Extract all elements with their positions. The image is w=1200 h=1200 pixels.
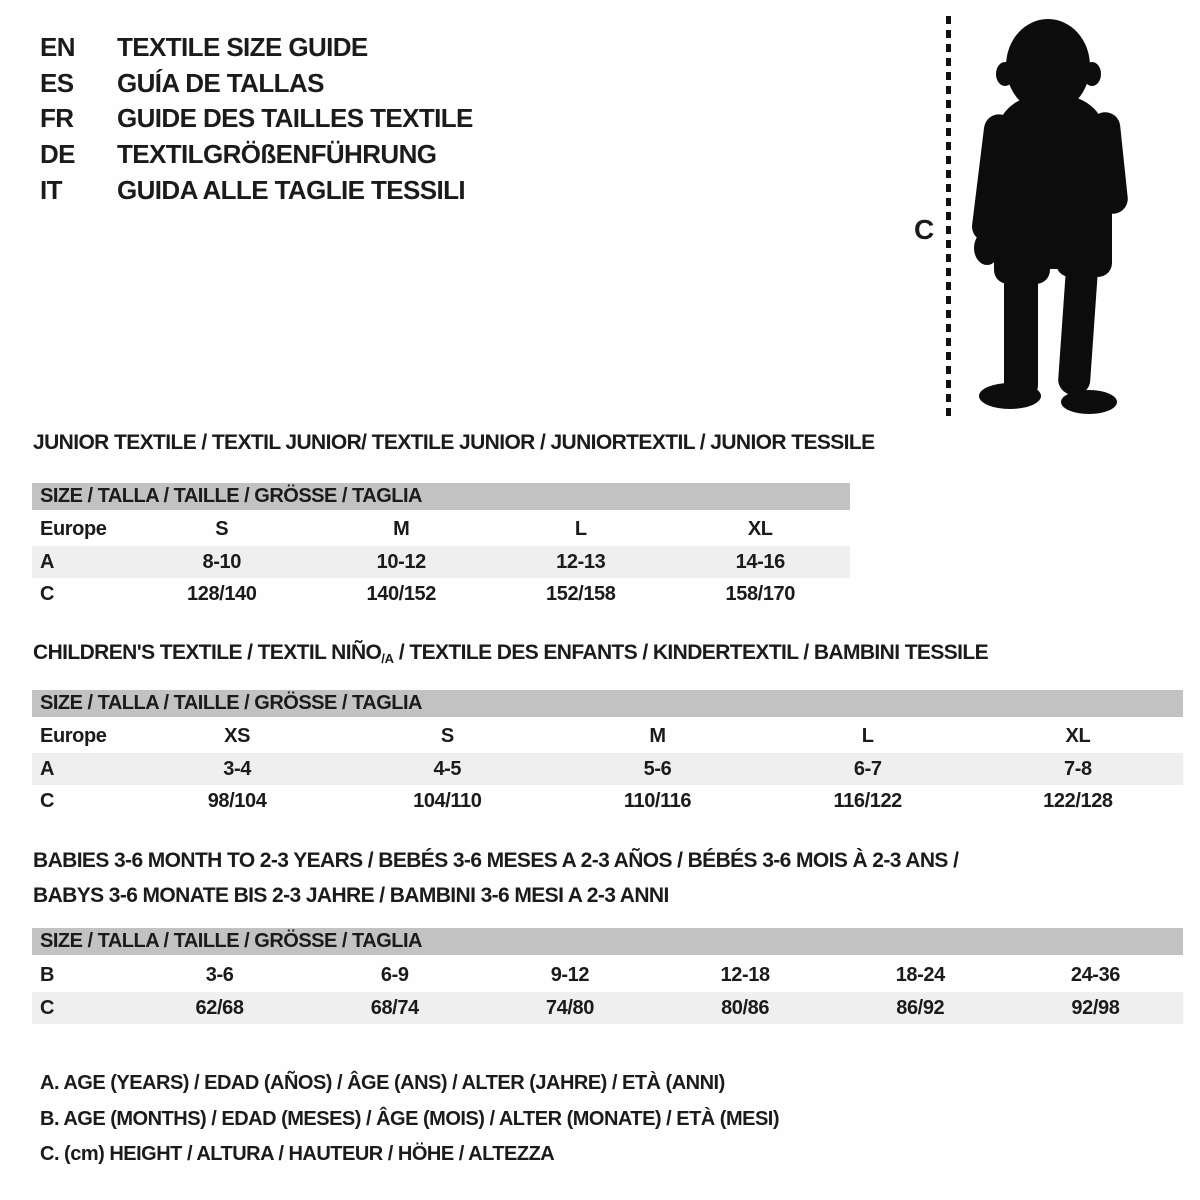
babies-size-table xyxy=(32,958,1183,1024)
junior-size-table xyxy=(32,512,850,610)
babies-title-line1: BABIES 3-6 MONTH TO 2-3 YEARS / BEBÉS 3-6 MESES A 2-3 AÑOS / BÉBÉS 3-6 MOIS À 2-3 ANS / xyxy=(33,849,959,872)
table-cell: XL xyxy=(747,517,773,540)
babies-title-line2: BABYS 3-6 MONATE BIS 2-3 JAHRE / BAMBINI 3-6 MESI A 2-3 ANNI xyxy=(33,884,669,907)
row-label: C xyxy=(40,582,55,605)
row-label: Europe xyxy=(40,517,107,540)
children-title-pre: CHILDREN'S TEXTILE / TEXTIL NIÑO xyxy=(33,641,382,664)
table-cell: 4-5 xyxy=(433,757,462,780)
list-item xyxy=(40,30,473,66)
table-cell: 98/104 xyxy=(207,789,267,812)
guide-title: GUÍA DE TALLAS xyxy=(117,67,324,98)
row-label: Europe xyxy=(40,724,107,747)
table-cell: 128/140 xyxy=(187,582,257,605)
measurement-legend xyxy=(40,1066,779,1173)
table-cell: 5-6 xyxy=(643,757,672,780)
table-cell: 68/74 xyxy=(370,996,419,1019)
language-code: IT xyxy=(40,174,62,205)
table-row xyxy=(32,719,1183,753)
babies-size-header-band: SIZE / TALLA / TAILLE / GRÖSSE / TAGLIA xyxy=(32,928,1183,955)
table-cell: M xyxy=(393,517,410,540)
table-cell: 3-4 xyxy=(223,757,251,780)
table-row xyxy=(32,785,1183,817)
table-cell: 92/98 xyxy=(1071,996,1120,1019)
language-code: FR xyxy=(40,103,74,134)
height-measure-label: C xyxy=(914,214,935,245)
list-item xyxy=(40,137,473,173)
guide-title: GUIDA ALLE TAGLIE TESSILI xyxy=(117,174,466,205)
guide-title: TEXTILE SIZE GUIDE xyxy=(117,32,368,63)
children-size-table xyxy=(32,719,1183,817)
table-row xyxy=(32,578,850,610)
toddler-silhouette xyxy=(956,14,1146,419)
table-row xyxy=(32,753,1183,785)
row-label: A xyxy=(40,550,55,573)
table-row xyxy=(32,992,1183,1024)
table-cell: XL xyxy=(1065,724,1091,747)
table-cell: 158/170 xyxy=(725,582,795,605)
language-code: ES xyxy=(40,67,74,98)
table-cell: 7-8 xyxy=(1064,757,1092,780)
table-cell: 86/92 xyxy=(896,996,945,1019)
row-label: A xyxy=(40,757,55,780)
table-cell: 10-12 xyxy=(376,550,426,573)
table-cell: 62/68 xyxy=(195,996,244,1019)
junior-size-header-band: SIZE / TALLA / TAILLE / GRÖSSE / TAGLIA xyxy=(32,483,850,510)
children-table-title xyxy=(33,641,988,666)
children-size-header-band: SIZE / TALLA / TAILLE / GRÖSSE / TAGLIA xyxy=(32,690,1183,717)
table-cell: 6-7 xyxy=(853,757,882,780)
row-label: B xyxy=(40,963,55,986)
legend-age-years: A. AGE (YEARS) / EDAD (AÑOS) / ÂGE (ANS) / ALTER (JAHRE) / ETÀ (ANNI) xyxy=(40,1072,725,1095)
table-cell: L xyxy=(861,724,874,747)
guide-title: TEXTILGRÖßENFÜHRUNG xyxy=(117,139,437,170)
table-cell: 110/116 xyxy=(623,789,692,812)
table-cell: L xyxy=(574,517,587,540)
table-cell: 18-24 xyxy=(895,963,945,986)
table-cell: 24-36 xyxy=(1070,963,1121,986)
table-cell: 152/158 xyxy=(546,582,616,605)
table-cell: 14-16 xyxy=(735,550,785,573)
language-code: DE xyxy=(40,139,75,170)
table-row xyxy=(32,958,1183,992)
table-cell: 122/128 xyxy=(1043,789,1113,812)
language-code: EN xyxy=(40,32,75,63)
language-title-list xyxy=(40,30,473,208)
row-label: C xyxy=(40,996,55,1019)
list-item xyxy=(40,172,473,208)
babies-table-title xyxy=(33,843,958,913)
children-title-subscript: /A xyxy=(381,651,394,666)
table-cell: M xyxy=(649,724,666,747)
legend-height-cm: C. (cm) HEIGHT / ALTURA / HAUTEUR / HÖHE / ALTEZZA xyxy=(40,1143,555,1166)
legend-age-months: B. AGE (MONTHS) / EDAD (MESES) / ÂGE (MOIS) / ALTER (MONATE) / ETÀ (MESI) xyxy=(40,1107,780,1130)
table-cell: 116/122 xyxy=(833,789,902,812)
list-item xyxy=(40,66,473,102)
table-cell: S xyxy=(215,517,229,540)
table-cell: 80/86 xyxy=(721,996,770,1019)
table-cell: 74/80 xyxy=(545,996,594,1019)
height-measure-dashed-line xyxy=(946,16,951,416)
row-label: C xyxy=(40,789,55,812)
junior-table-title: JUNIOR TEXTILE / TEXTIL JUNIOR/ TEXTILE JUNIOR / JUNIORTEXTIL / JUNIOR TESSILE xyxy=(33,431,875,454)
table-row xyxy=(32,512,850,546)
children-title-post: / TEXTILE DES ENFANTS / KINDERTEXTIL / BAMBINI TESSILE xyxy=(393,641,989,664)
table-cell: 3-6 xyxy=(205,963,234,986)
guide-title: GUIDE DES TAILLES TEXTILE xyxy=(117,103,473,134)
table-cell: 6-9 xyxy=(380,963,409,986)
table-cell: 12-18 xyxy=(720,963,770,986)
list-item xyxy=(40,101,473,137)
table-cell: 8-10 xyxy=(202,550,241,573)
table-cell: S xyxy=(440,724,454,747)
table-cell: 140/152 xyxy=(366,582,436,605)
table-cell: 9-12 xyxy=(550,963,590,986)
table-row xyxy=(32,546,850,578)
table-cell: XS xyxy=(224,724,251,747)
table-cell: 12-13 xyxy=(556,550,606,573)
table-cell: 104/110 xyxy=(413,789,482,812)
